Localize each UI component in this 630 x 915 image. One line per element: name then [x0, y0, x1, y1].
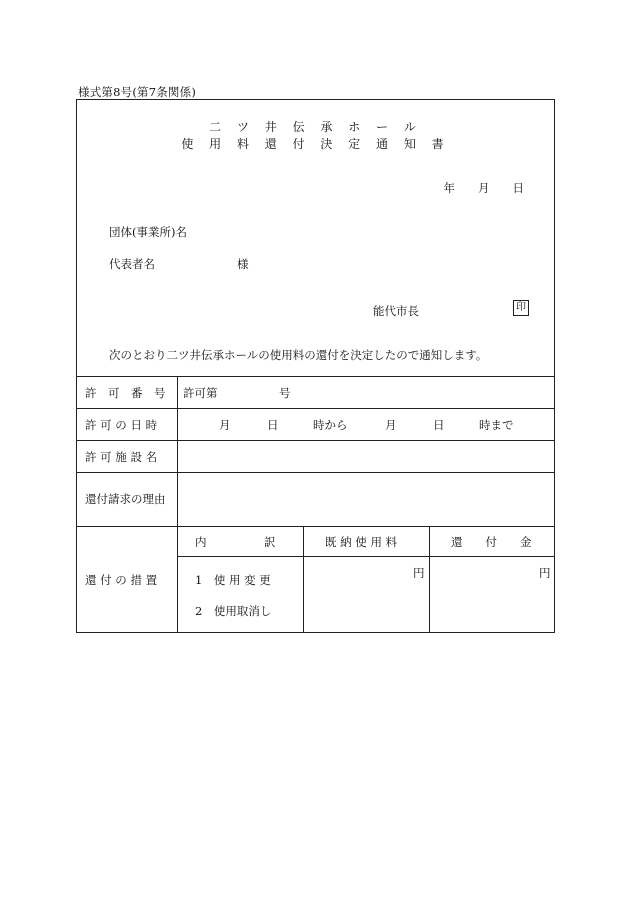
- end-day: 日: [433, 418, 445, 432]
- reason-label: 還付請求の理由: [85, 492, 166, 506]
- honorific: 様: [237, 257, 249, 271]
- measure-item-cancel: 2 使用取消し: [195, 604, 272, 618]
- measures-label: 還 付 の 措 置: [85, 573, 158, 587]
- paid-fee-unit: 円: [413, 566, 425, 580]
- permit-number-suffix: 号: [279, 386, 291, 400]
- refund-header: 還 付 金: [451, 535, 532, 549]
- organization-label: 団体(事業所)名: [109, 225, 187, 239]
- subheader-divider: [177, 556, 555, 557]
- permit-number-label: 許 可 番 号: [85, 386, 166, 400]
- notice-text: 次のとおり二ツ井伝承ホールの使用料の還付を決定したので通知します。: [109, 348, 488, 362]
- representative-label: 代表者名: [109, 257, 155, 271]
- end-month: 月: [385, 418, 397, 432]
- start-day: 日: [267, 418, 279, 432]
- start-hour: 時から: [313, 418, 348, 432]
- notice-form: [76, 99, 555, 633]
- column-divider: [429, 526, 430, 633]
- measure-item-change: 1 使 用 変 更: [195, 573, 271, 587]
- facility-label: 許 可 施 設 名: [85, 450, 158, 464]
- start-month: 月: [219, 418, 231, 432]
- form-number: 様式第8号(第7条関係): [78, 85, 197, 99]
- row-divider: [77, 440, 554, 441]
- row-divider: [77, 408, 554, 409]
- label-column-divider: [177, 376, 178, 633]
- refund-unit: 円: [539, 566, 551, 580]
- form-title-line2: 使 用 料 還 付 決 定 通 知 書: [181, 137, 450, 151]
- form-title-line1: 二 ツ 井 伝 承 ホ ー ル: [209, 120, 422, 134]
- row-divider: [77, 526, 554, 527]
- paid-fee-header: 既 納 使 用 料: [325, 535, 398, 549]
- breakdown-header: 内 訳: [195, 535, 276, 549]
- row-divider: [77, 472, 554, 473]
- permit-number-prefix: 許可第: [183, 386, 218, 400]
- issue-date: 年 月 日: [443, 181, 524, 195]
- issuer-title: 能代市長: [373, 304, 419, 318]
- permit-datetime-label: 許 可 の 日 時: [85, 418, 158, 432]
- table-top-border: [77, 376, 554, 377]
- seal-mark: 印: [513, 300, 529, 316]
- end-hour: 時まで: [479, 418, 514, 432]
- column-divider: [303, 526, 304, 633]
